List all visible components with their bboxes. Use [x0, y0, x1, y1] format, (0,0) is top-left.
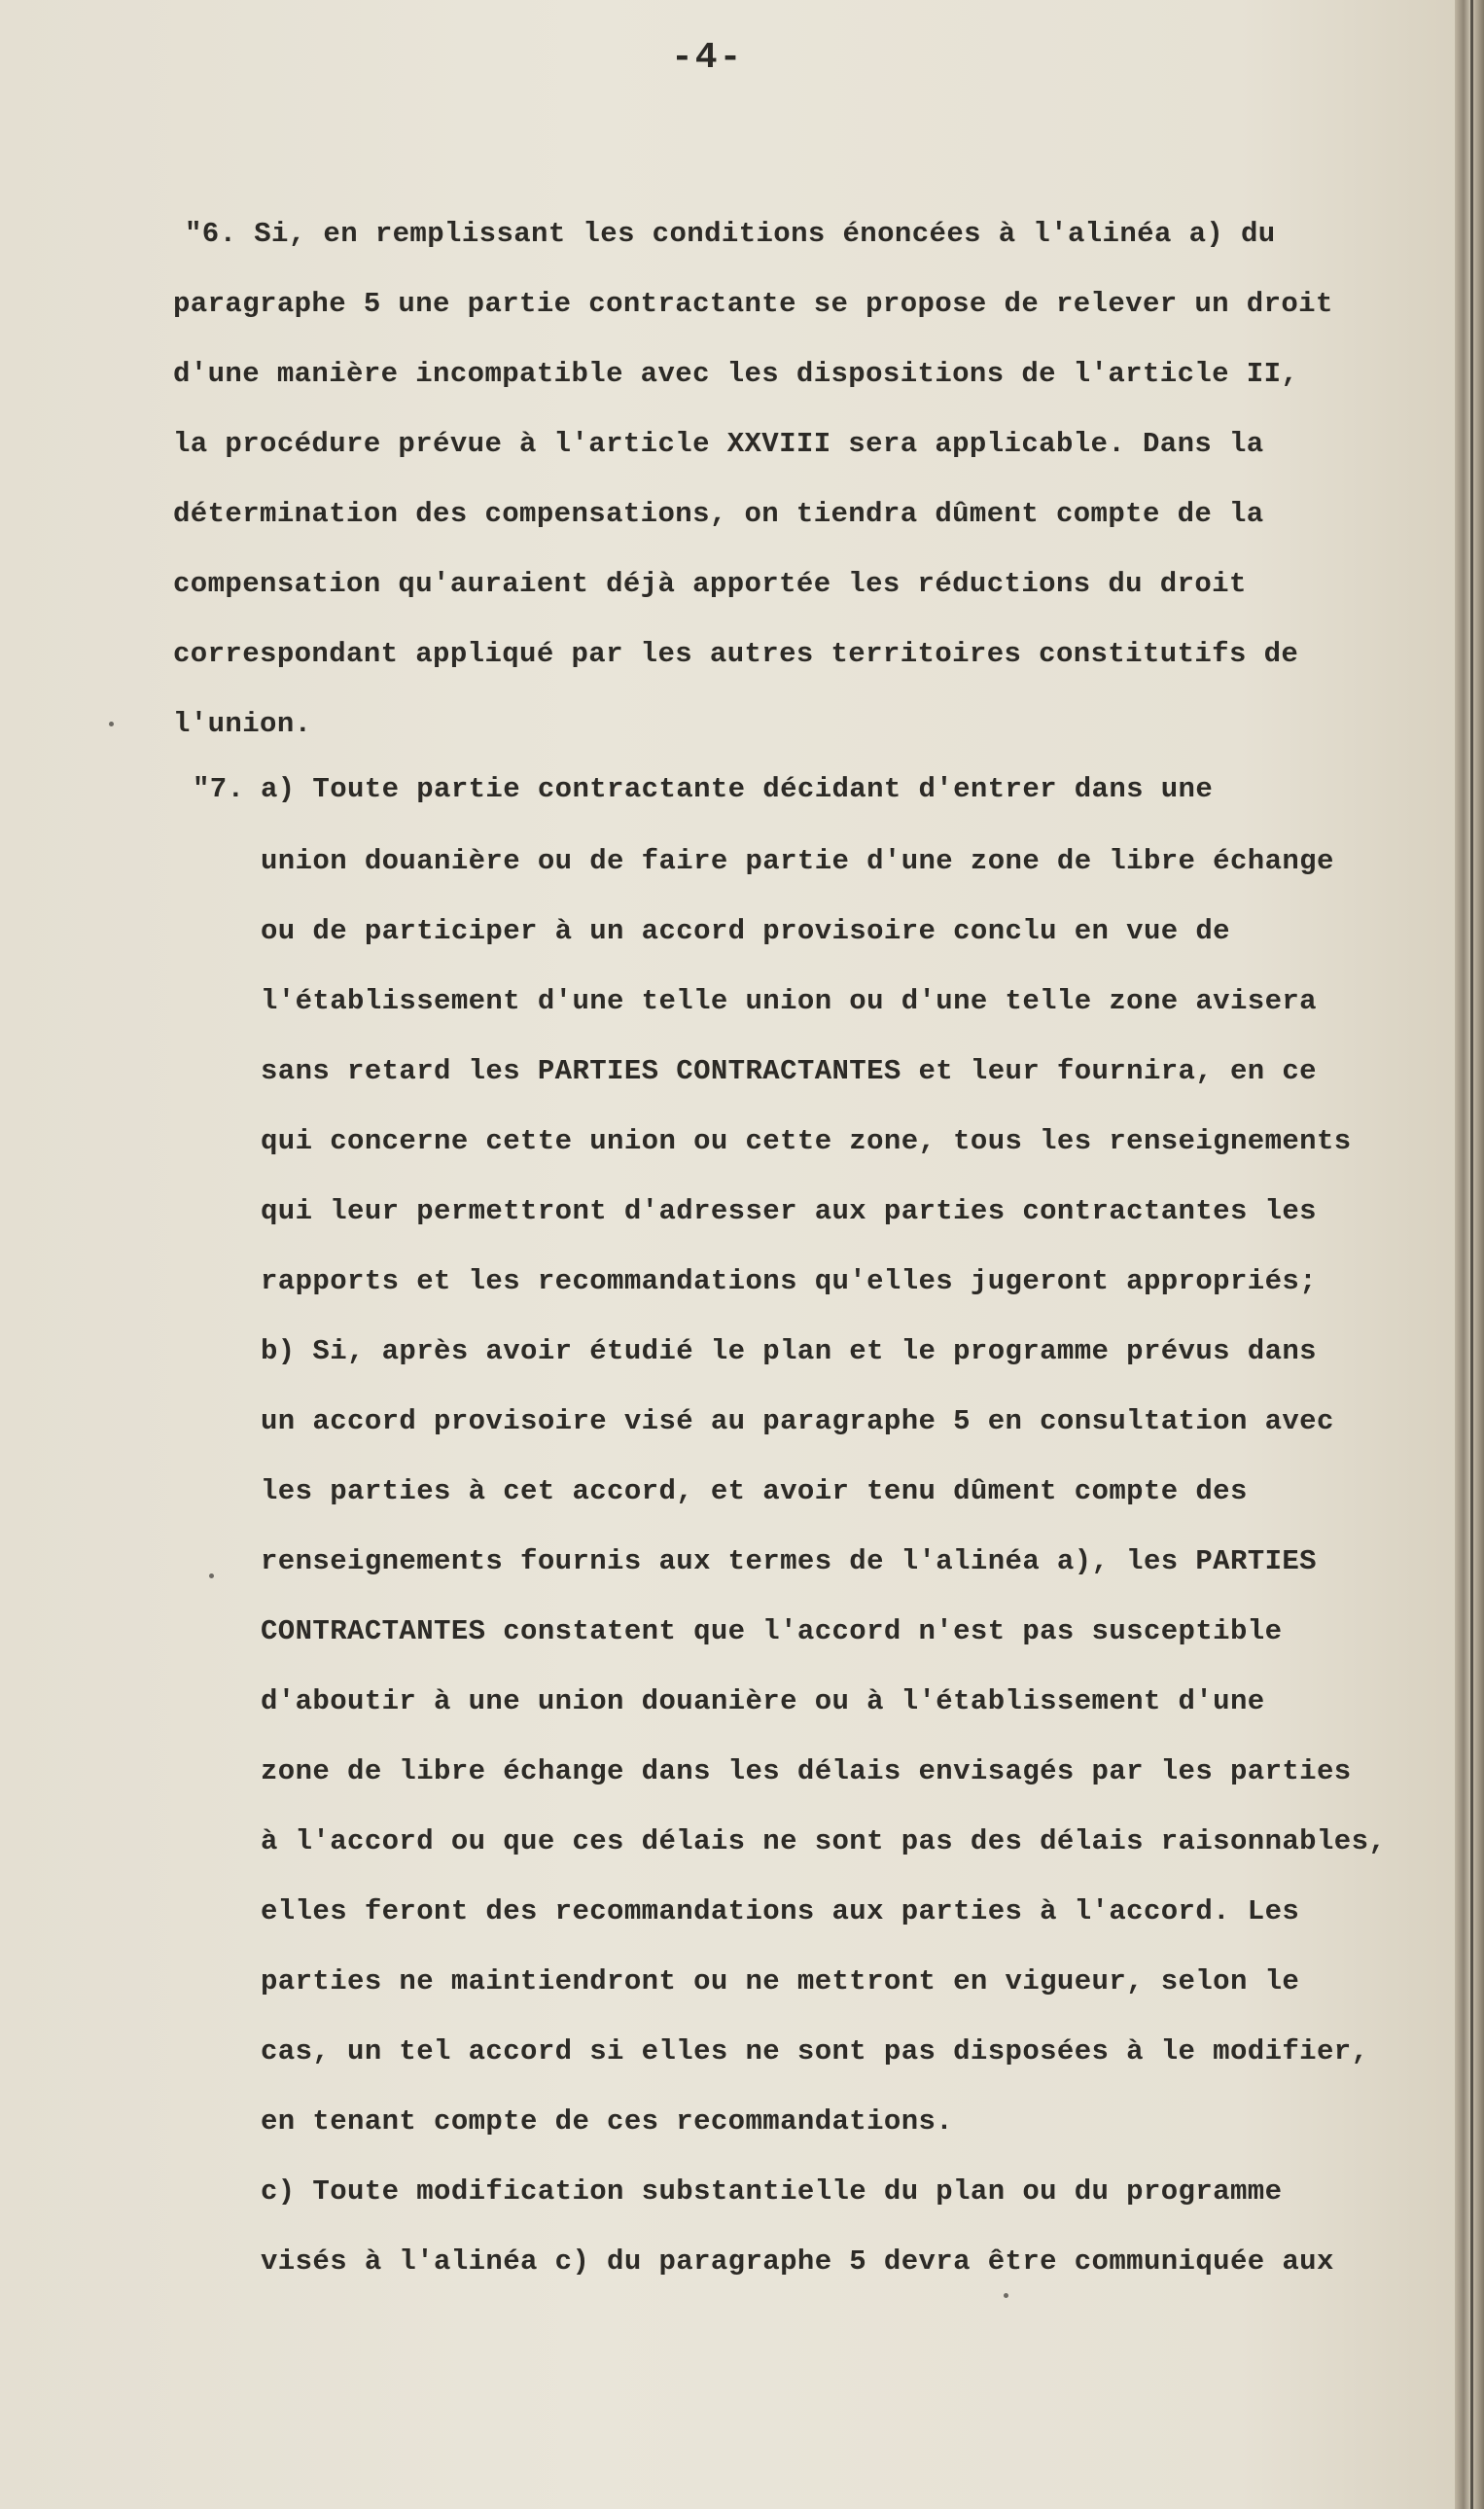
paragraph-6-line-4: la procédure prévue à l'article XXVIII sera applicable. Dans la	[173, 428, 1264, 460]
paragraph-7-line-3: ou de participer à un accord provisoire conclu en vue de	[261, 915, 1230, 947]
paragraph-7-line-22: visés à l'alinéa c) du paragraphe 5 devra être communiquée aux	[261, 2245, 1334, 2278]
paragraph-6-line-3: d'une manière incompatible avec les dispositions de l'article II,	[173, 358, 1299, 390]
paragraph-7-line-7: qui leur permettront d'adresser aux parties contractantes les	[261, 1195, 1317, 1227]
paragraph-7-line-6: qui concerne cette union ou cette zone, tous les renseignements	[261, 1125, 1352, 1157]
paragraph-6-line-2: paragraphe 5 une partie contractante se propose de relever un droit	[173, 288, 1333, 320]
paragraph-6-line-5: détermination des compensations, on tiendra dûment compte de la	[173, 498, 1264, 530]
paragraph-7-line-11: les parties à cet accord, et avoir tenu dûment compte des	[261, 1475, 1248, 1507]
paper-speck	[209, 1573, 214, 1578]
paper-speck	[1004, 2293, 1008, 2298]
paragraph-7-line-18: parties ne maintiendront ou ne mettront en vigueur, selon le	[261, 1965, 1300, 1997]
paragraph-7-line-4: l'établissement d'une telle union ou d'une telle zone avisera	[261, 985, 1317, 1017]
paragraph-7-line-16: à l'accord ou que ces délais ne sont pas des délais raisonnables,	[261, 1825, 1387, 1857]
paragraph-7-line-20: en tenant compte de ces recommandations.	[261, 2105, 954, 2138]
paragraph-6-line-1: "6. Si, en remplissant les conditions énoncées à l'alinéa a) du	[185, 218, 1276, 250]
paragraph-7-line-14: d'aboutir à une union douanière ou à l'établissement d'une	[261, 1685, 1265, 1717]
paragraph-7-line-12: renseignements fournis aux termes de l'alinéa a), les PARTIES	[261, 1545, 1317, 1577]
paragraph-7-line-15: zone de libre échange dans les délais envisagés par les parties	[261, 1755, 1352, 1787]
paragraph-7-line-13: CONTRACTANTES constatent que l'accord n'est pas susceptible	[261, 1615, 1283, 1647]
page-number: -4-	[671, 37, 744, 79]
page-binding-edge	[1455, 0, 1484, 2509]
paragraph-7-line-17: elles feront des recommandations aux parties à l'accord. Les	[261, 1895, 1300, 1927]
paragraph-7-marker: "7.	[193, 773, 245, 805]
paragraph-7-line-5: sans retard les PARTIES CONTRACTANTES et leur fournira, en ce	[261, 1055, 1317, 1087]
paragraph-7-line-10: un accord provisoire visé au paragraphe 5 en consultation avec	[261, 1405, 1334, 1437]
paragraph-6-line-7: correspondant appliqué par les autres territoires constitutifs de	[173, 638, 1299, 670]
paragraph-7-line-2: union douanière ou de faire partie d'une zone de libre échange	[261, 845, 1334, 877]
paper-speck	[109, 722, 114, 726]
paragraph-7-line-21: c) Toute modification substantielle du plan ou du programme	[261, 2175, 1283, 2208]
paragraph-6-line-6: compensation qu'auraient déjà apportée les réductions du droit	[173, 568, 1247, 600]
paragraph-6-line-8: l'union.	[173, 708, 312, 740]
paragraph-7-line-1: a) Toute partie contractante décidant d'entrer dans une	[261, 773, 1214, 805]
paragraph-7-line-9: b) Si, après avoir étudié le plan et le programme prévus dans	[261, 1335, 1317, 1367]
paragraph-7-line-8: rapports et les recommandations qu'elles jugeront appropriés;	[261, 1265, 1317, 1297]
binding-shadow-line	[1470, 0, 1473, 2509]
paragraph-7-line-19: cas, un tel accord si elles ne sont pas disposées à le modifier,	[261, 2035, 1369, 2067]
